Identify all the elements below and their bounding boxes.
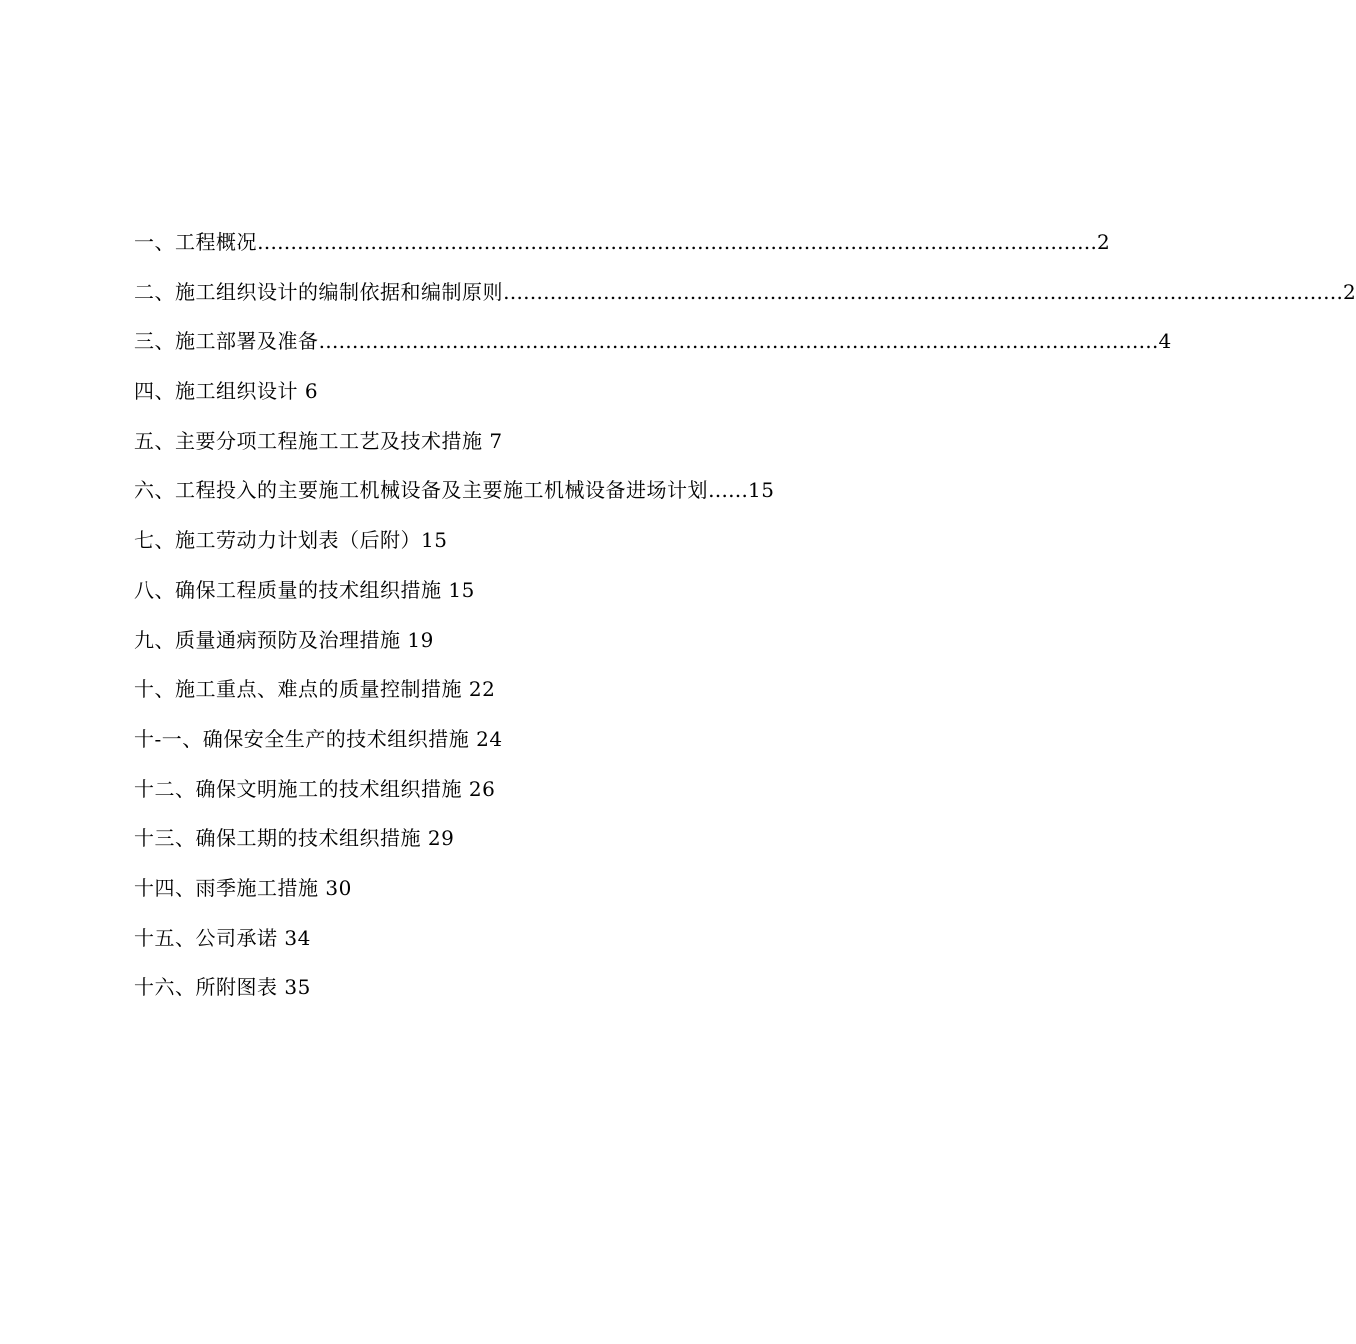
toc-entry-title: 九、质量通病预防及治理措施: [134, 627, 401, 652]
toc-entry[interactable]: [134, 772, 834, 822]
toc-entry-title: 十、施工重点、难点的质量控制措施: [134, 677, 462, 702]
toc-entry[interactable]: [134, 225, 1111, 275]
toc-entry-title: 十六、所附图表: [134, 975, 278, 1000]
toc-page-number: 30: [325, 875, 352, 900]
toc-page-number: 15: [448, 577, 475, 602]
toc-entry-title: 十三、确保工期的技术组织措施: [134, 826, 421, 851]
toc-entry-title: 五、主要分项工程施工工艺及技术措施: [134, 428, 483, 453]
toc-entry[interactable]: [134, 672, 834, 722]
toc-leader-dots: ………………………………………………………………………………………………………………: [257, 230, 1097, 254]
toc-entry[interactable]: [134, 374, 834, 424]
toc-page-number: 26: [468, 776, 496, 801]
toc-entry[interactable]: [134, 424, 834, 474]
toc-entry[interactable]: [134, 921, 834, 971]
toc-page-number: 35: [284, 975, 311, 1000]
toc-entry[interactable]: [134, 473, 834, 523]
toc-entry[interactable]: [134, 722, 834, 772]
table-of-contents: [134, 225, 1356, 1020]
toc-leader-dots: ………………………………………………………………………………………………………………: [318, 329, 1159, 354]
toc-entry[interactable]: [134, 523, 834, 573]
toc-entry-title: 一、工程概况: [134, 230, 257, 254]
toc-entry-title: 八、确保工程质量的技术组织措施: [134, 577, 442, 602]
toc-entry-title: 四、施工组织设计: [134, 379, 298, 404]
toc-entry[interactable]: [134, 871, 834, 921]
toc-page-number: 29: [427, 826, 455, 851]
toc-entry-title: 三、施工部署及准备: [134, 329, 319, 354]
toc-page-number: 2: [1097, 230, 1111, 254]
toc-entry-title: 十五、公司承诺: [134, 925, 278, 950]
toc-entry[interactable]: [134, 573, 834, 623]
toc-page-number: 7: [489, 428, 503, 453]
toc-entry-title: 十四、雨季施工措施: [134, 875, 319, 900]
toc-entry-title: 六、工程投入的主要施工机械设备及主要施工机械设备进场计划: [134, 478, 708, 503]
toc-entry-title: 七、施工劳动力计划表（后附）: [134, 528, 421, 553]
toc-entry-title: 十二、确保文明施工的技术组织措施: [134, 776, 462, 801]
toc-entry[interactable]: [134, 970, 834, 1020]
toc-page-number: 4: [1158, 329, 1172, 354]
toc-page-number: 24: [476, 726, 503, 751]
toc-entry[interactable]: [134, 324, 1172, 374]
toc-page-number: 34: [284, 925, 311, 950]
toc-entry-title: 十-一、确保安全生产的技术组织措施: [134, 726, 470, 751]
toc-entry[interactable]: [134, 275, 1356, 325]
toc-page-number: 15: [748, 478, 775, 503]
toc-entry[interactable]: [134, 623, 834, 673]
toc-leader-dots: ……: [708, 478, 748, 503]
toc-leader-dots: ………………………………………………………………………………………………………………: [503, 279, 1343, 304]
toc-entry-title: 二、施工组织设计的编制依据和编制原则: [134, 279, 503, 304]
toc-entry[interactable]: [134, 821, 834, 871]
toc-page-number: 15: [421, 528, 448, 553]
toc-page-number: 2: [1343, 279, 1356, 304]
toc-page-number: 6: [304, 379, 319, 404]
toc-page-number: 22: [468, 677, 496, 702]
toc-page-number: 19: [407, 627, 434, 652]
